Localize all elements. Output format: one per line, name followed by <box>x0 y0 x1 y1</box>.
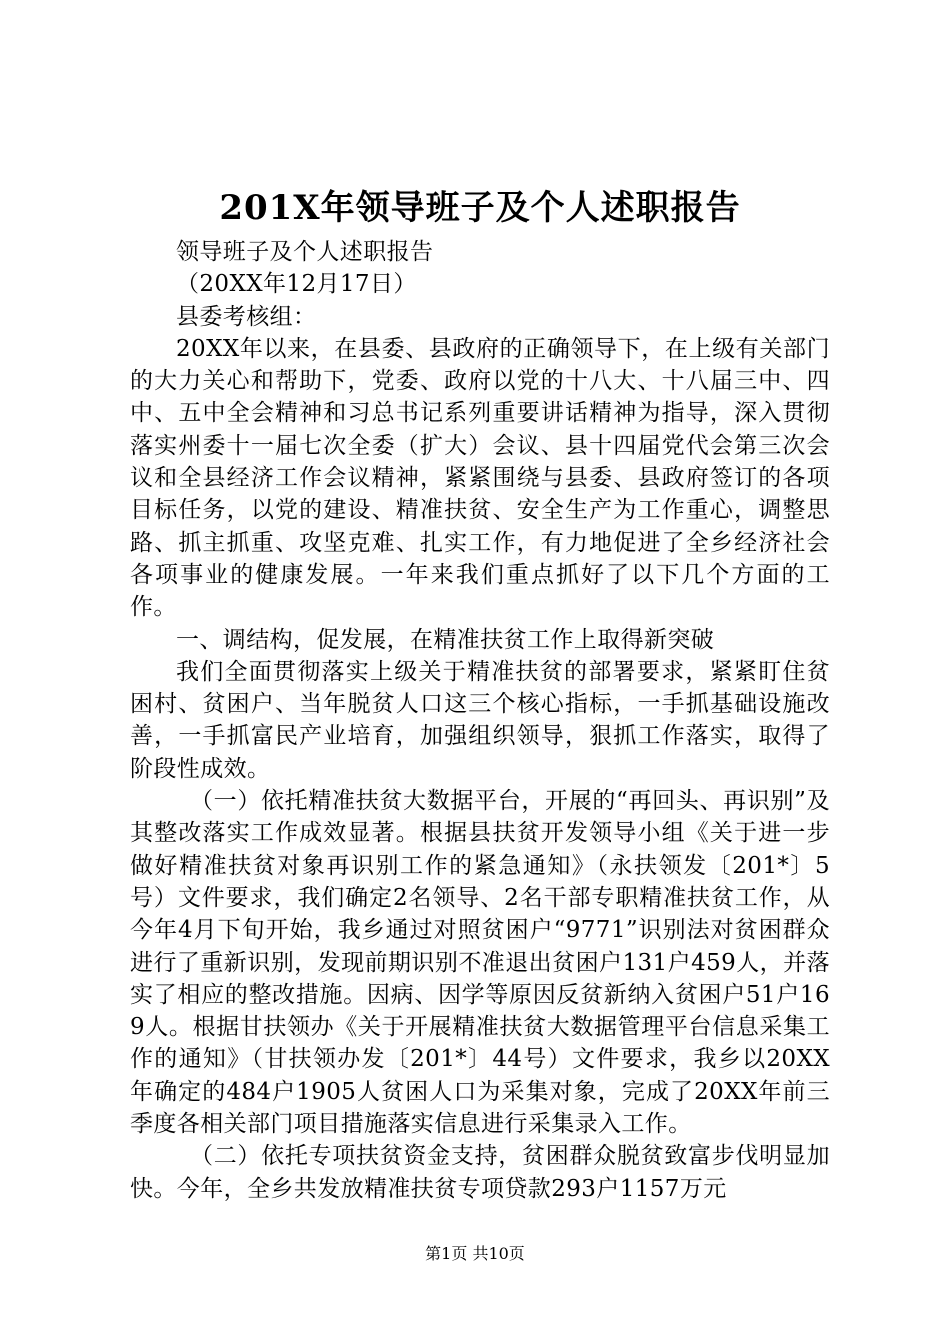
paragraph-subtitle: 领导班子及个人述职报告 <box>176 239 434 265</box>
paragraph-salutation: 县委考核组： <box>176 303 317 330</box>
document-title: 201X年领导班子及个人述职报告 <box>219 188 741 228</box>
section-heading-1: 一、调结构，促发展，在精准扶贫工作上取得新突破 <box>176 626 715 653</box>
paragraph-subsection-1: （一）依托精准扶贫大数据平台，开展的“再回头、再识别”及其整改落实工作成效显著。根据县扶贫开发领导小组《关于进一步做好精准扶贫对象再识别工作的紧急通知》（永扶领发〔201*〕5号）文件要求，我们确定2名领导、2名干部专职精准扶贫工作，从今年4月下旬开始，我乡通过对照贫困户“9771”识别法对贫困群众进行了重新识别，发现前期识别不准退出贫困户131户459人，并落实了相应的整改措施。因病、因学等原因反贫新纳入贫困户51户169人。根据甘扶领办《关于开展精准扶贫大数据管理平台信息采集工作的通知》（甘扶领办发〔201*〕44号）文件要求，我乡以20XX年确定的484户1905人贫困人口为采集对象，完成了20XX年前三季度各相关部门项目措施落实信息进行采集录入工作。 <box>130 788 830 1138</box>
paragraph-date: （20XX年12月17日） <box>176 271 417 298</box>
document-body <box>130 236 830 1205</box>
paragraph-intro: 20XX年以来，在县委、县政府的正确领导下，在上级有关部门的大力关心和帮助下，党委、政府以党的十八大、十八届三中、四中、五中全会精神和习总书记系列重要讲话精神为指导，深入贯彻落实州委十一届七次全委（扩大）会议、县十四届党代会第三次会议和全县经济工作会议精神，紧紧围绕与县委、县政府签订的各项目标任务，以党的建设、精准扶贫、安全生产为工作重心，调整思路、抓主抓重、攻坚克难、扎实工作，有力地促进了全乡经济社会各项事业的健康发展。一年来我们重点抓好了以下几个方面的工作。 <box>130 335 830 621</box>
paragraph-subsection-2: （二）依托专项扶贫资金支持，贫困群众脱贫致富步伐明显加快。今年，全乡共发放精准扶贫专项贷款293户1157万元 <box>130 1143 830 1202</box>
page-number: 第1页 共10页 <box>425 1244 525 1263</box>
paragraph-section-1: 我们全面贯彻落实上级关于精准扶贫的部署要求，紧紧盯住贫困村、贫困户、当年脱贫人口这三个核心指标，一手抓基础设施改善，一手抓富民产业培育，加强组织领导，狠抓工作落实，取得了阶段性成效。 <box>130 658 830 782</box>
